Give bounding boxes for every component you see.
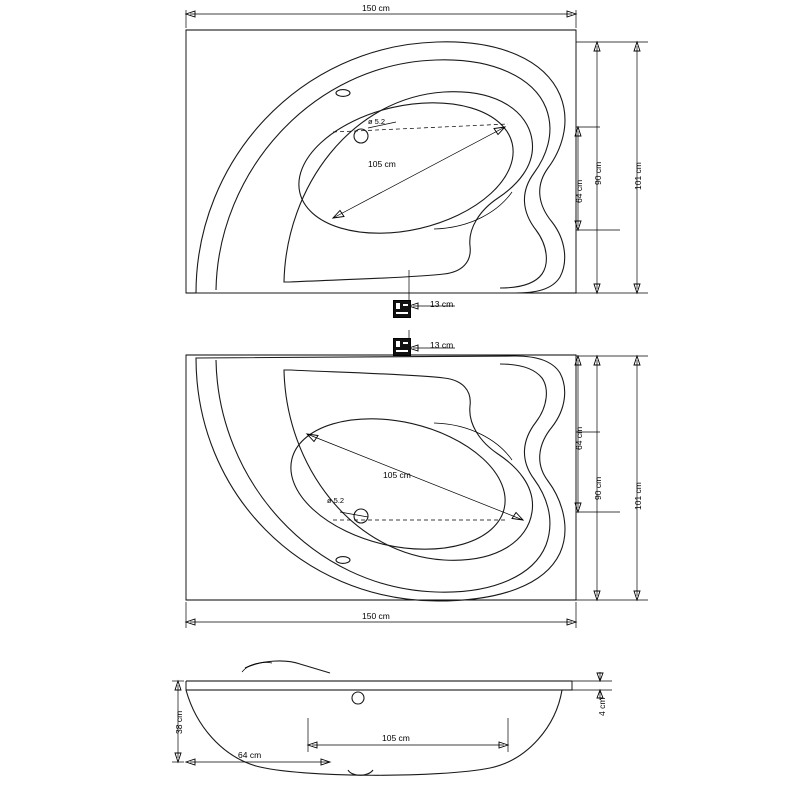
view3-height-label: 38 cm — [174, 710, 184, 734]
view3-top-span-label: 105 cm — [382, 733, 410, 743]
view2-width-label: 150 cm — [362, 611, 390, 621]
view1-width-label: 150 cm — [362, 3, 390, 13]
view1-drain-leader — [333, 122, 508, 132]
view1-seat-label: 64 cm — [574, 179, 584, 203]
tap-symbol-icon-view2 — [393, 338, 411, 356]
view2-depth-label: 101 cm — [633, 482, 643, 510]
view2-inner-depth-label: 90 cm — [593, 476, 603, 500]
view1-tap-offset-label: 13 cm — [430, 299, 454, 309]
view2-drain-label: ø 5.2 — [327, 496, 345, 505]
view2-tap-offset-label: 13 cm — [430, 340, 454, 350]
view2-outline — [186, 355, 576, 600]
view2-height-dimensions — [575, 356, 648, 600]
view1-inner-depth-label: 90 cm — [593, 161, 603, 185]
view3-rim-dimension — [572, 672, 612, 700]
view2-drain-leader — [333, 512, 508, 520]
view3-base-span-label: 64 cm — [238, 750, 262, 760]
view1-diagonal-label: 105 cm — [368, 159, 396, 169]
view2-diagonal-label: 105 cm — [383, 470, 411, 480]
view1-diagonal-dimension — [333, 127, 505, 218]
view1-drain-label: ø 5.2 — [368, 117, 386, 126]
view2-diagonal-dimension — [307, 434, 523, 520]
view2-seat-label: 64 cm — [574, 426, 584, 450]
view2-tub-shape — [196, 356, 565, 601]
view1-depth-label: 101 cm — [633, 162, 643, 190]
view3-rim-label: 4 cm — [597, 697, 607, 716]
tap-symbol-icon-view1 — [393, 300, 411, 318]
